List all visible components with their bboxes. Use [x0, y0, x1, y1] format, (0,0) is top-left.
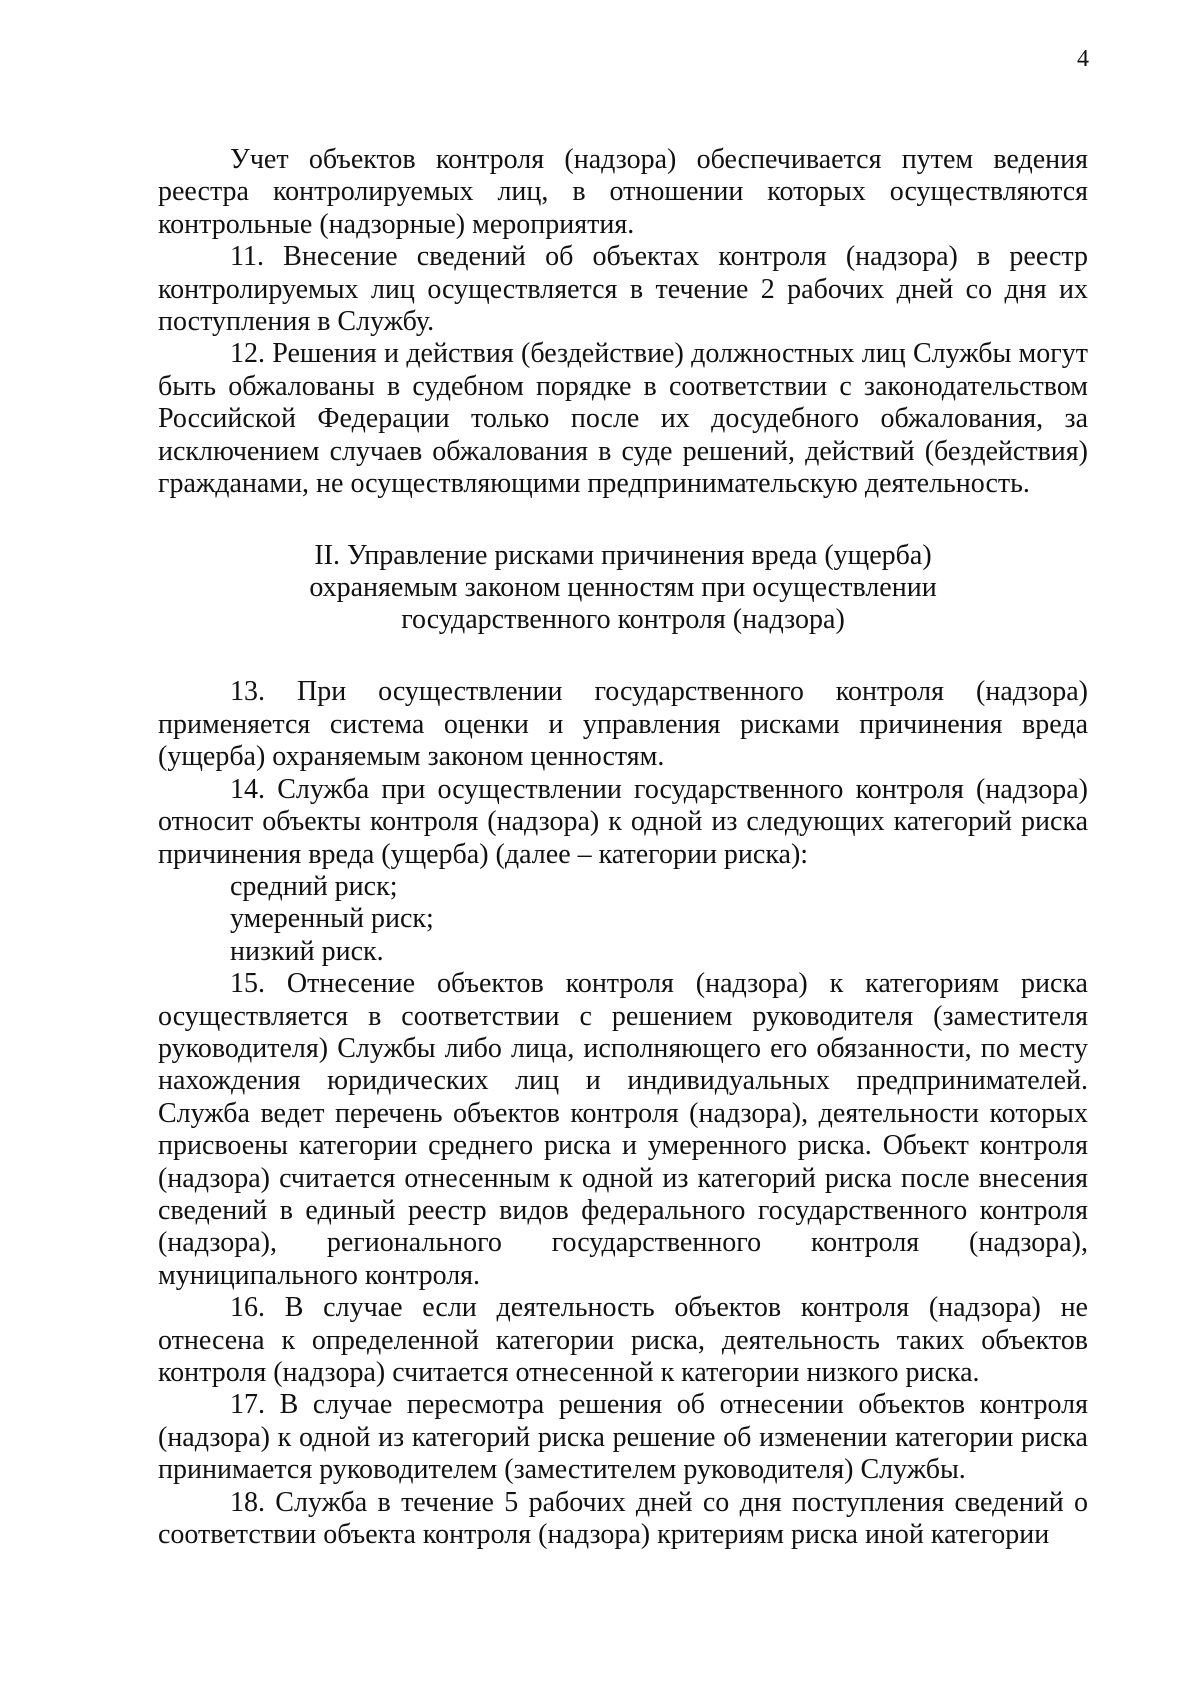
paragraph-14: 14. Служба при осуществлении государственного контроля (надзора) относит объекты контроля (надзора) к одной из следующих категорий риска причинения вреда (ущерба) (далее – категории риска): — [158, 773, 1088, 870]
section-heading-line-3: государственного контроля (надзора) — [401, 604, 845, 636]
paragraph-11: 11. Внесение сведений об объектах контроля (надзора) в реестр контролируемых лиц осуществляется в течение 2 рабочих дней со дня их поступления в Службу. — [158, 241, 1088, 338]
paragraph-registry-accounting: Учет объектов контроля (надзора) обеспечивается путем ведения реестра контролируемых лиц, в отношении которых осуществляются контрольные (надзорные) мероприятия. — [158, 144, 1088, 240]
paragraph-16: 16. В случае если деятельность объектов контроля (надзора) не отнесена к определенной категории риска, деятельность таких объектов контроля (надзора) считается отнесенной к категории низкого риска. — [158, 1292, 1088, 1388]
paragraph-13: 13. При осуществлении государственного контроля (надзора) применяется система оценки и управления рисками причинения вреда (ущерба) охраняемым законом ценностям. — [158, 676, 1088, 773]
paragraph-12: 12. Решения и действия (бездействие) должностных лиц Службы могут быть обжалованы в судебном порядке в соответствии с законодательством Российской Федерации только после их досудебного обжалования, за исключением случаев обжалования в суде решений, действий (бездействия) гражданами, не осуществляющими предпринимательскую деятельность. — [158, 338, 1088, 500]
document-body — [158, 144, 1088, 1551]
section-heading-line-2: охраняемым законом ценностям при осуществлении — [309, 572, 937, 604]
risk-category-low: низкий риск. — [230, 935, 384, 967]
paragraph-15: 15. Отнесение объектов контроля (надзора) к категориям риска осуществляется в соответствии с решением руководителя (заместителя руководителя) Службы либо лица, исполняющего его обязанности, по месту нахождения юридических лиц и индивидуальных предпринимателей. Служба ведет перечень объектов контроля (надзора), деятельности которых присвоены категории среднего риска и умеренного риска. Объект контроля (надзора) считается отнесенным к одной из категорий риска после внесения сведений в единый реестр видов федерального государственного контроля (надзора), регионального государственного контроля (надзора), муниципального контроля. — [158, 968, 1088, 1291]
paragraph-17: 17. В случае пересмотра решения об отнесении объектов контроля (надзора) к одной из категорий риска решение об изменении категории риска принимается руководителем (заместителем руководителя) Службы. — [158, 1389, 1088, 1486]
risk-category-moderate: умеренный риск; — [230, 903, 434, 935]
section-heading-line-1: II. Управление рисками причинения вреда (ущерба) — [314, 540, 932, 572]
section-heading — [158, 540, 1088, 636]
paragraph-18: 18. Служба в течение 5 рабочих дней со дня поступления сведений о соответствии объекта контроля (надзора) критериям риска иной категории — [158, 1486, 1088, 1551]
risk-category-medium: средний риск; — [230, 870, 398, 902]
page-number: 4 — [1077, 46, 1089, 72]
